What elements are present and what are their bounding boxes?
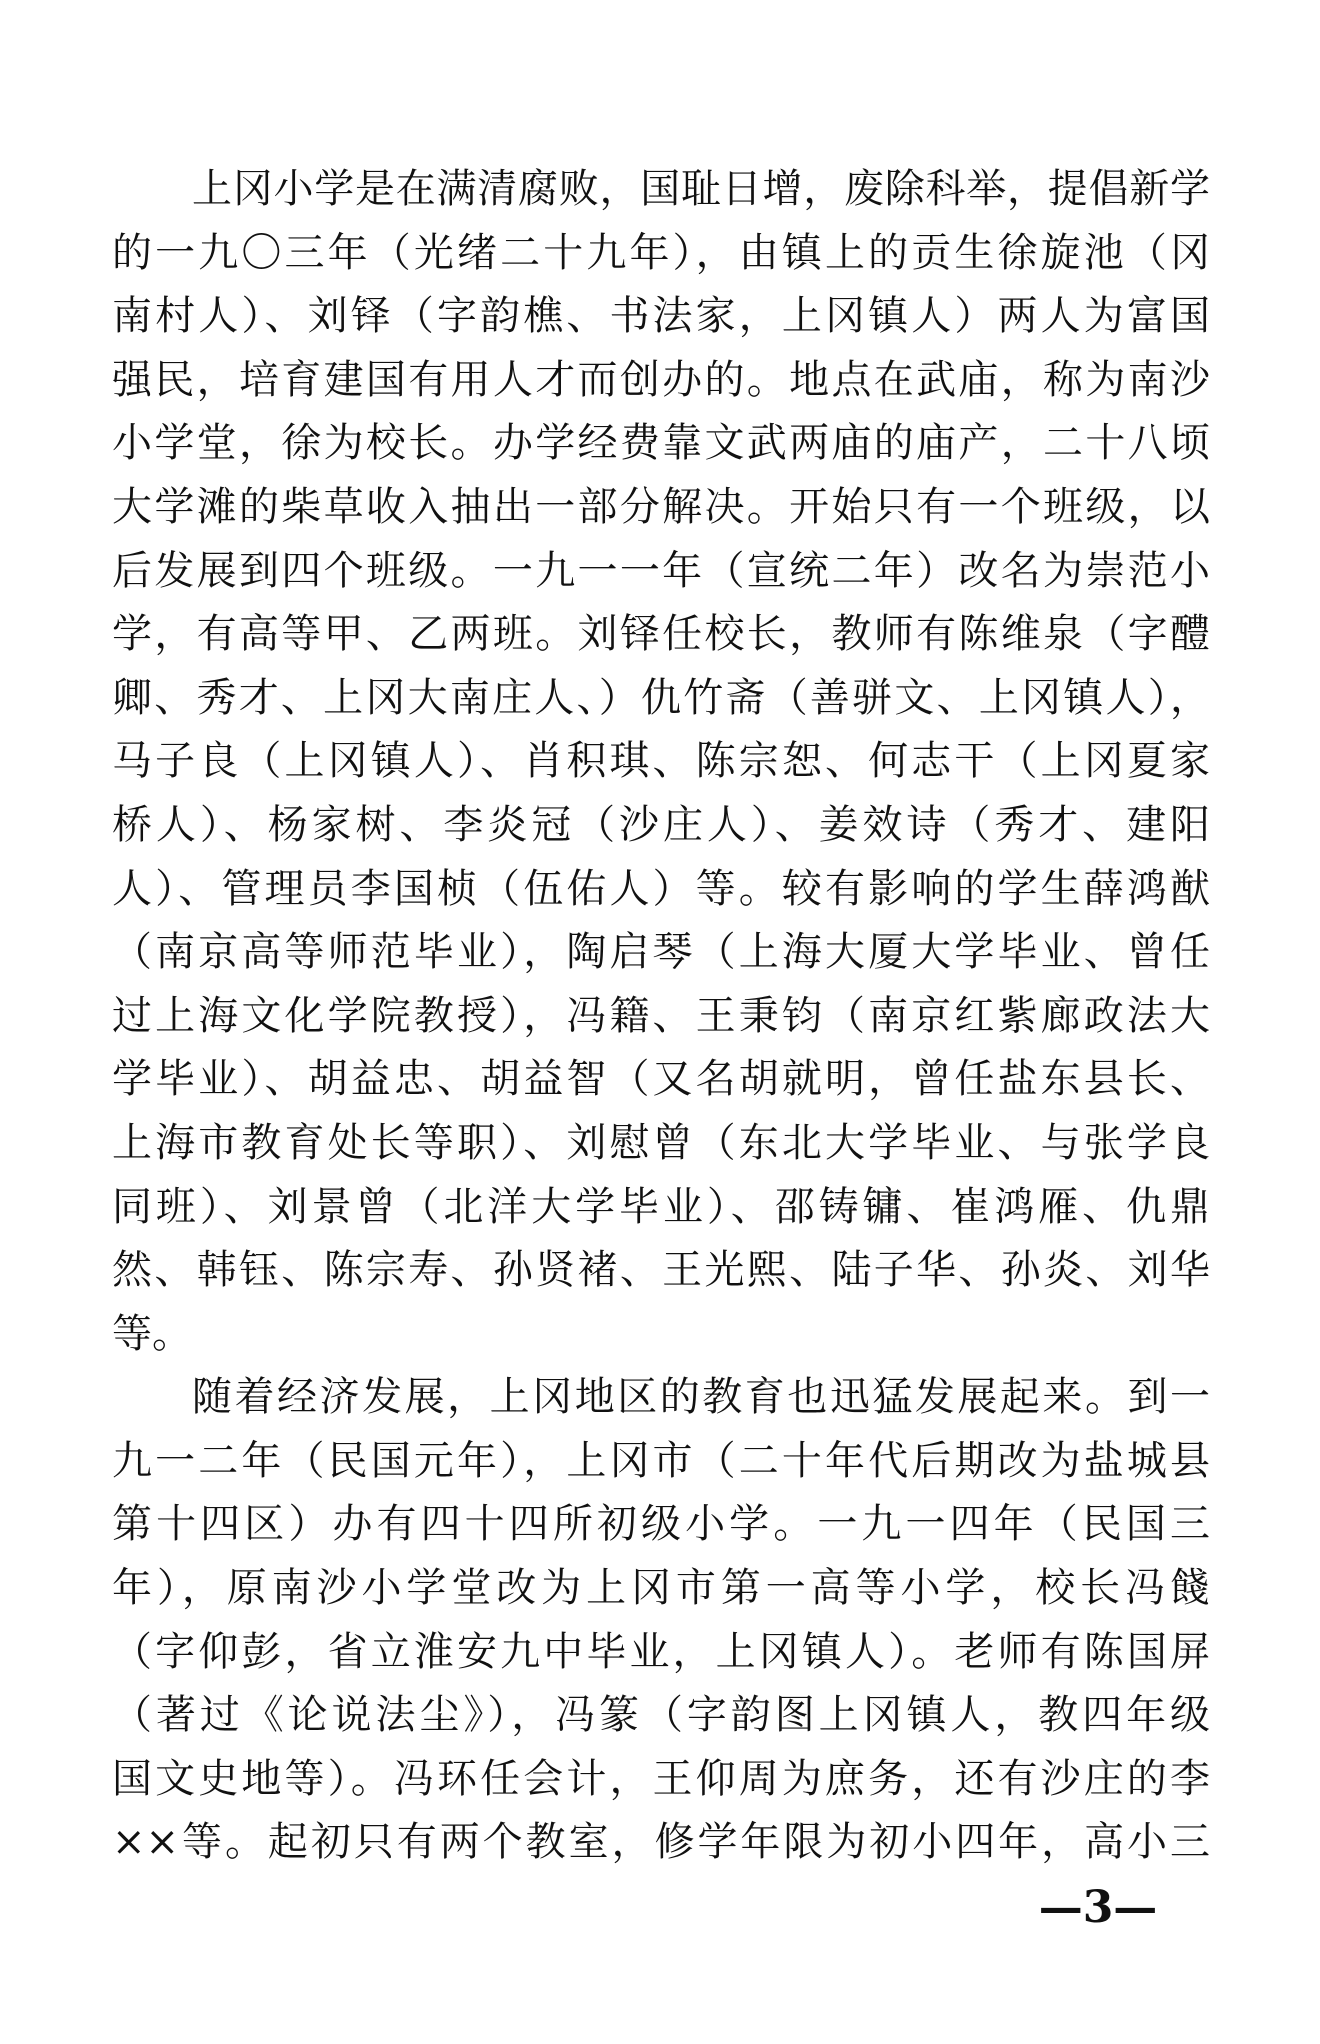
text-line: 随着经济发展，上冈地区的教育也迅猛发展起来。到一 xyxy=(192,1374,1210,1421)
text-line: 过上海文化学院教授），冯籍、王秉钧（南京红紫廊政法大 xyxy=(112,992,1210,1039)
text-line: 强民，培育建国有用人才而创办的。地点在武庙，称为南沙 xyxy=(112,356,1210,403)
text-line: 的一九〇三年（光绪二十九年），由镇上的贡生徐旋池（冈 xyxy=(112,229,1210,276)
text-line: 小学堂，徐为校长。办学经费靠文武两庙的庙产，二十八顷 xyxy=(112,420,1210,467)
text-line: 第十四区）办有四十四所初级小学。一九一四年（民国三 xyxy=(112,1501,1210,1548)
text-line: 桥人）、杨家树、李炎冠（沙庄人）、姜效诗（秀才、建阳 xyxy=(112,801,1210,848)
text-line: 然、韩钰、陈宗寿、孙贤褚、王光熙、陆子华、孙炎、刘华 xyxy=(112,1247,1210,1294)
text-line: ××等。起初只有两个教室，修学年限为初小四年，高小三 xyxy=(112,1819,1210,1866)
body-text xyxy=(112,158,1210,1875)
text-line: 等。 xyxy=(112,1310,192,1357)
text-line: 卿、秀才、上冈大南庄人、）仇竹斋（善骈文、上冈镇人）， xyxy=(112,674,1210,721)
text-line: 南村人）、刘铎（字韵樵、书法家，上冈镇人）两人为富国 xyxy=(112,293,1210,340)
text-line: 学毕业）、胡益忠、胡益智（又名胡就明，曾任盐东县长、 xyxy=(112,1056,1210,1103)
text-line: 上海市教育处长等职）、刘慰曾（东北大学毕业、与张学良 xyxy=(112,1119,1210,1166)
text-line: 上冈小学是在满清腐败，国耻日增，废除科举，提倡新学 xyxy=(192,166,1210,212)
text-line: 马子良（上冈镇人）、肖积琪、陈宗恕、何志干（上冈夏家 xyxy=(112,738,1210,785)
text-line: 同班）、刘景曾（北洋大学毕业）、邵铸镛、崔鸿雁、仇鼎 xyxy=(112,1183,1210,1230)
text-line: （著过《论说法尘》），冯篆（字韵图上冈镇人，教四年级 xyxy=(112,1692,1210,1739)
text-line: 大学滩的柴草收入抽出一部分解决。开始只有一个班级，以 xyxy=(112,483,1210,530)
text-line: 九一二年（民国元年），上冈市（二十年代后期改为盐城县 xyxy=(112,1437,1210,1484)
text-line: 学，有高等甲、乙两班。刘铎任校长，教师有陈维泉（字醴 xyxy=(112,611,1210,658)
text-line: 后发展到四个班级。一九一一年（宣统二年）改名为崇范小 xyxy=(112,547,1210,594)
page-number: —3— xyxy=(1038,1882,1158,1933)
text-line: 年），原南沙小学堂改为上冈市第一高等小学，校长冯餞 xyxy=(112,1565,1210,1612)
text-line: 国文史地等）。冯环任会计，王仰周为庶务，还有沙庄的李 xyxy=(112,1755,1210,1802)
text-line: （南京高等师范毕业），陶启琴（上海大厦大学毕业、曾任 xyxy=(112,929,1210,976)
text-line: 人）、管理员李国桢（伍佑人）等。较有影响的学生薛鸿猷 xyxy=(112,865,1210,912)
text-line: （字仰彭，省立淮安九中毕业，上冈镇人）。老师有陈国屏 xyxy=(112,1628,1210,1675)
